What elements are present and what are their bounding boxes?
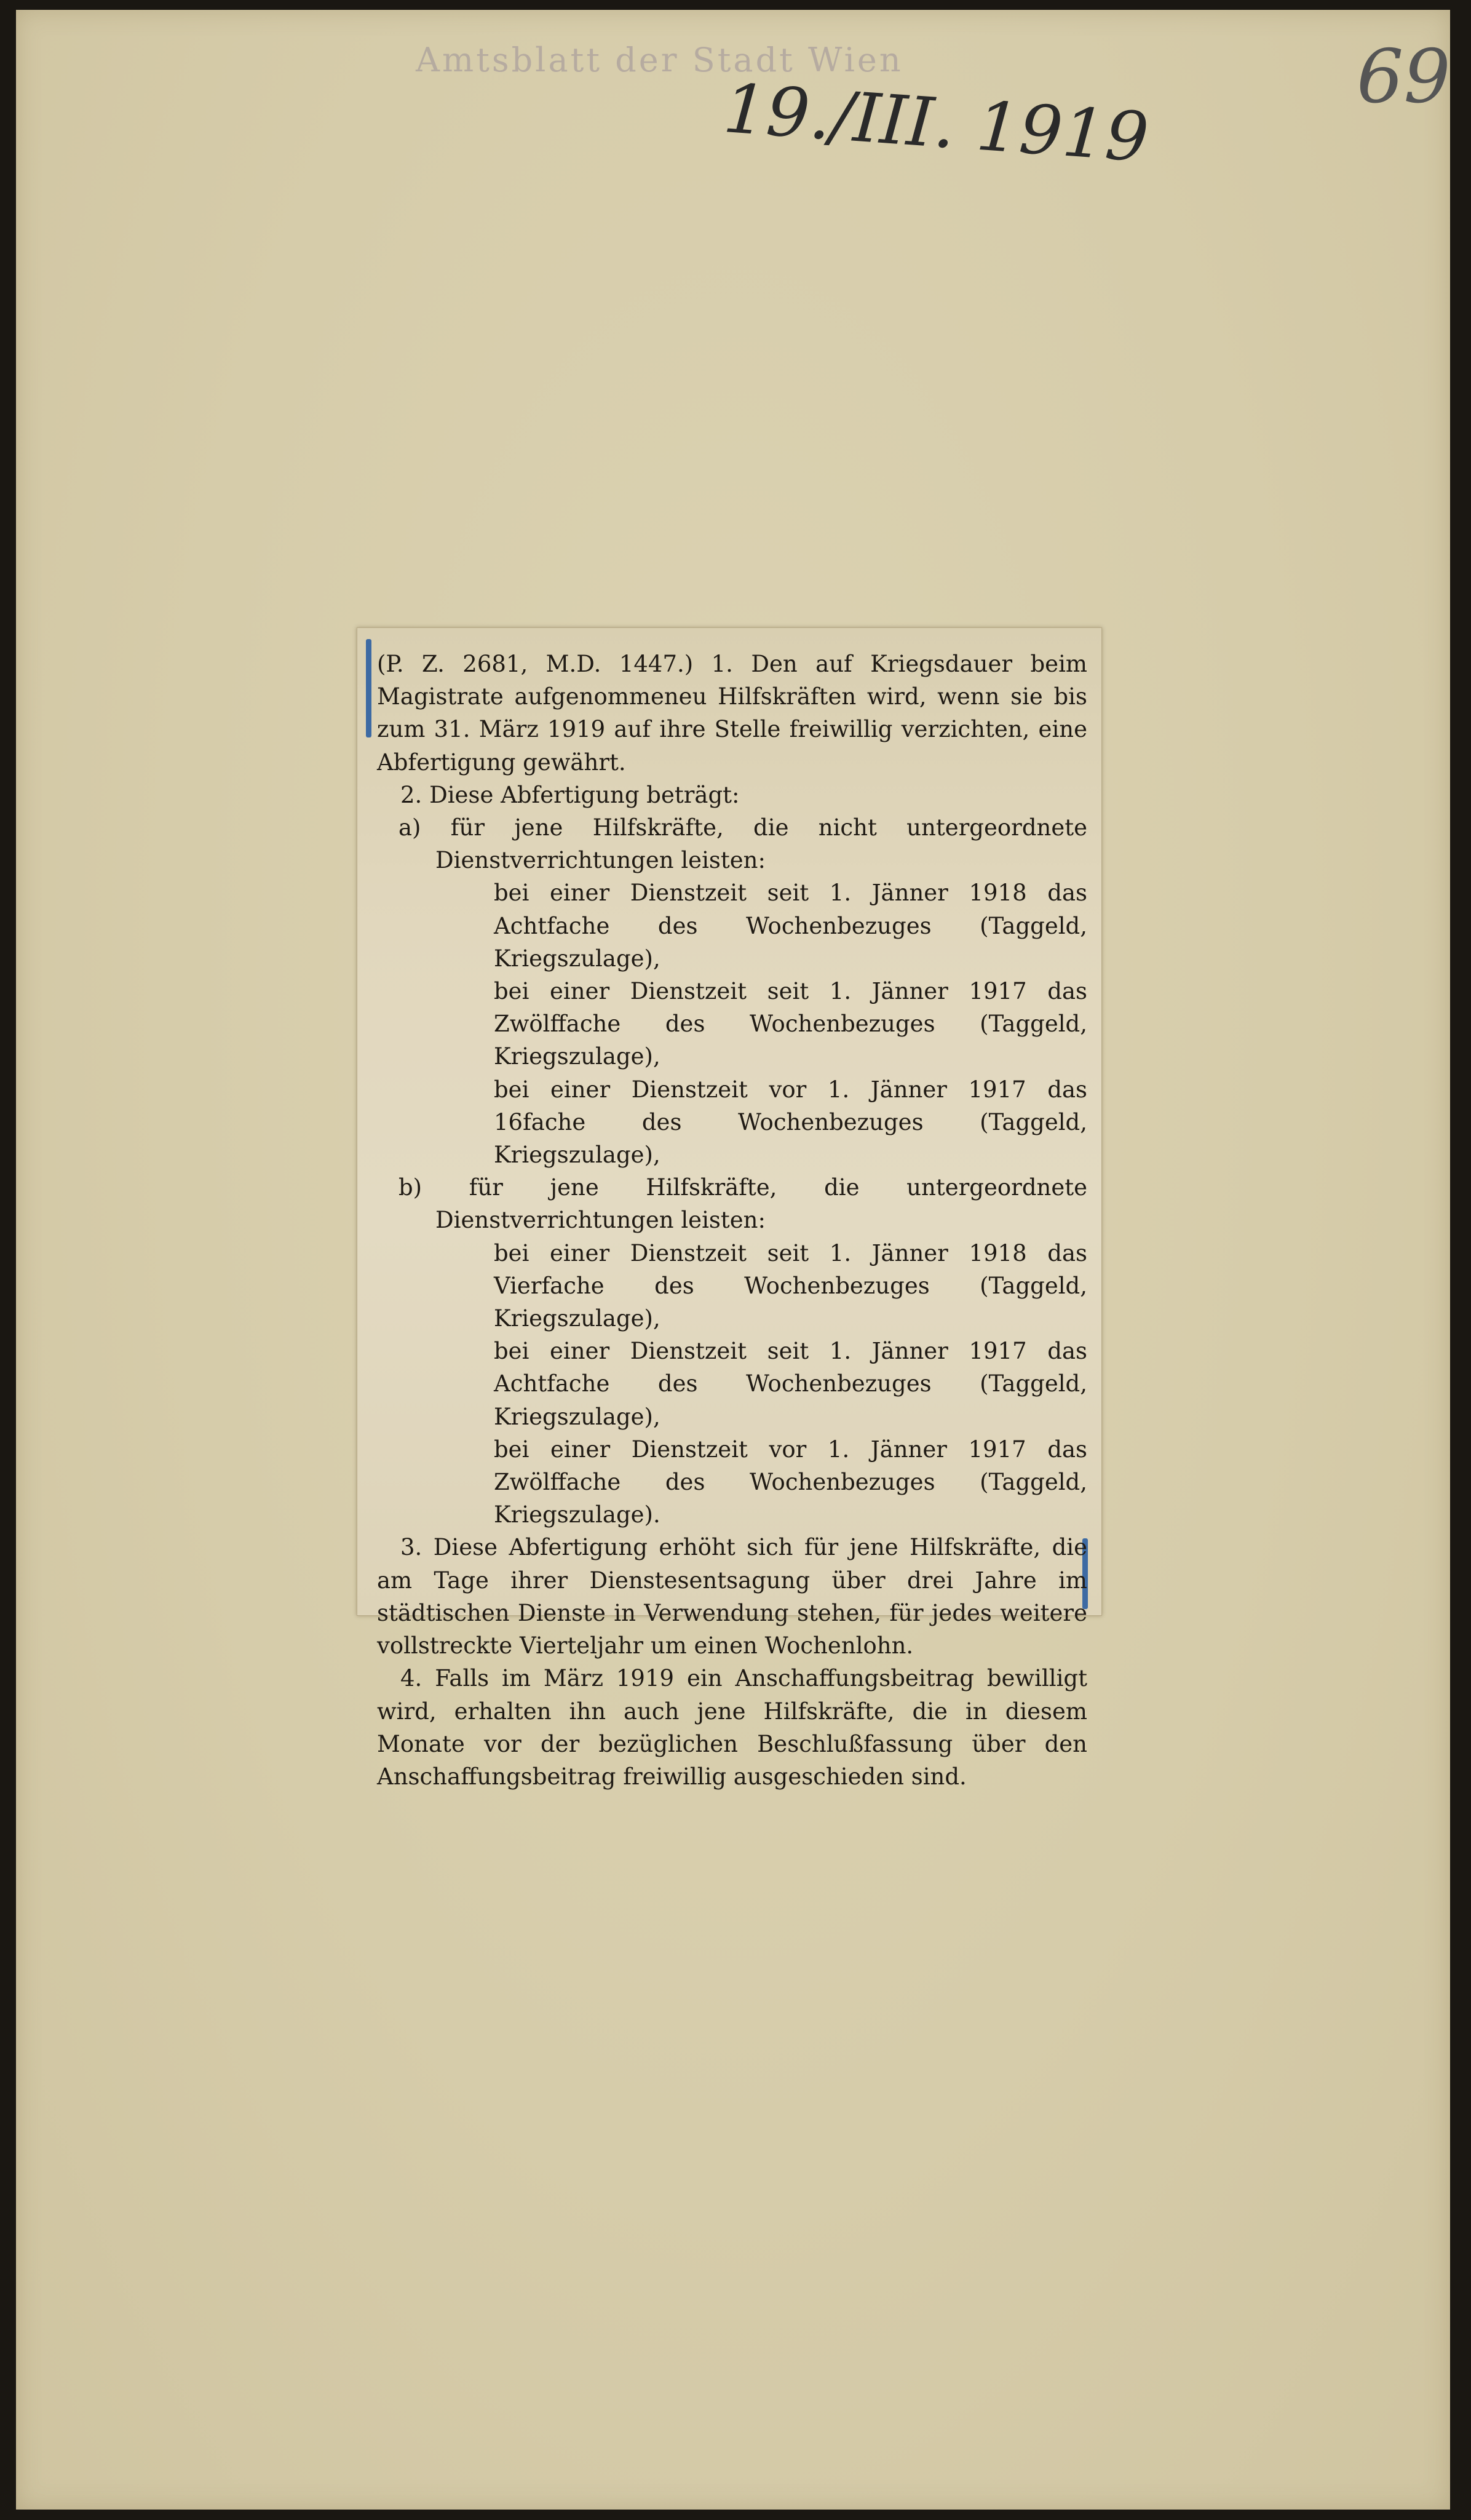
section-a-heading: a) für jene Hilfskräfte, die nicht untergeordnete Dienstverrichtungen leisten: xyxy=(398,814,1087,874)
newspaper-clipping xyxy=(357,627,1102,1790)
blue-pencil-mark-left xyxy=(366,639,371,737)
section-b-item: bei einer Dienstzeit vor 1. Jänner 1917 das Zwölffache des Wochenbezuges (Taggeld, Kriegszulage). xyxy=(494,1436,1087,1528)
section-a-item: bei einer Dienstzeit vor 1. Jänner 1917 das 16fache des Wochenbezuges (Taggeld, Kriegszulage), xyxy=(494,1076,1087,1169)
paragraph-2: 2. Diese Abfertigung beträgt: xyxy=(400,781,740,808)
paragraph-3: 3. Diese Abfertigung erhöht sich für jene Hilfskräfte, die am Tage ihrer Dienstesentsagung über drei Jahre im städtischen Dienste in Verwendung stehen, für jedes weitere vollstreckte Vierteljahr um einen Wochenlohn. xyxy=(377,1534,1087,1659)
section-b-item: bei einer Dienstzeit seit 1. Jänner 1917 das Achtfache des Wochenbezuges (Taggeld, Kriegszulage), xyxy=(494,1338,1087,1430)
section-a-item: bei einer Dienstzeit seit 1. Jänner 1917 das Zwölffache des Wochenbezuges (Taggeld, Kriegszulage), xyxy=(494,978,1087,1070)
section-b-item: bei einer Dienstzeit seit 1. Jänner 1918 das Vierfache des Wochenbezuges (Taggeld, Kriegszulage), xyxy=(494,1239,1087,1332)
section-b-heading: b) für jene Hilfskräfte, die untergeordnete Dienstverrichtungen leisten: xyxy=(398,1174,1087,1234)
handwritten-date: 19./III. 1919 xyxy=(721,69,1151,177)
paragraph-1: (P. Z. 2681, M.D. 1447.) 1. Den auf Kriegsdauer beim Magistrate aufgenommeneu Hilfskräften wird, wenn sie bis zum 31. März 1919 auf ihre Stelle freiwillig verzichten, eine Abfertigung gewährt. xyxy=(377,651,1087,776)
clipping-text xyxy=(377,648,1087,1793)
folio-number: 69 xyxy=(1357,34,1451,120)
paragraph-4: 4. Falls im März 1919 ein Anschaffungsbeitrag bewilligt wird, erhalten ihn auch jene Hilfskräfte, die in diesem Monate vor der bezüglichen Beschlußfassung über den Anschaffungsbeitrag freiwillig ausgeschieden sind. xyxy=(377,1665,1087,1790)
faded-stamp: Amtsblatt der Stadt Wien xyxy=(416,41,903,79)
section-a-item: bei einer Dienstzeit seit 1. Jänner 1918 das Achtfache des Wochenbezuges (Taggeld, Kriegszulage), xyxy=(494,880,1087,972)
